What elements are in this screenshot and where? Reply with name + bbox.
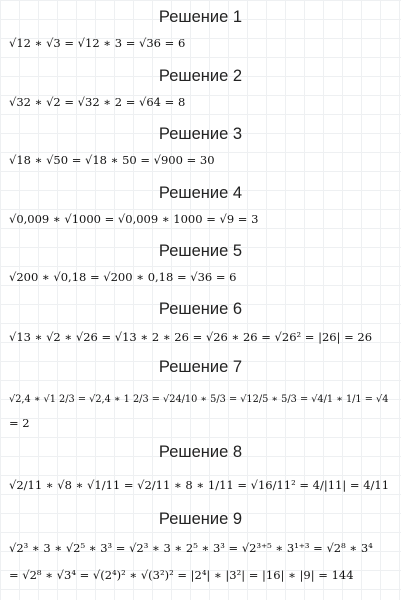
- solution-7-title: Решение 7: [158, 358, 243, 376]
- solution-4-equation: √0,009 ∗ √1000 = √0,009 ∗ 1000 = √9 = 3: [9, 212, 259, 226]
- solution-6-equation: √13 ∗ √2 ∗ √26 = √13 ∗ 2 ∗ 26 = √26 ∗ 26 = √26² = |26| = 26: [9, 330, 373, 344]
- solution-9-equation-line-2: = √2⁸ ∗ √3⁴ = √(2⁴)² ∗ √(3²)² = |2⁴| ∗ |3²| = |16| ∗ |9| = 144: [9, 568, 354, 582]
- solution-3-equation: √18 ∗ √50 = √18 ∗ 50 = √900 = 30: [9, 153, 215, 167]
- solution-9-title: Решение 9: [158, 510, 243, 528]
- solution-5-equation: √200 ∗ √0,18 = √200 ∗ 0,18 = √36 = 6: [9, 270, 237, 284]
- solution-7-equation-line-1: √2,4 ∗ √1 2/3 = √2,4 ∗ 1 2/3 = √24/10 ∗ 5/3 = √12/5 ∗ 5/3 = √4/1 ∗ 1/1 = √4: [9, 394, 389, 405]
- solution-2-title: Решение 2: [158, 67, 243, 85]
- solution-4-title: Решение 4: [158, 184, 243, 202]
- solution-1-equation: √12 ∗ √3 = √12 ∗ 3 = √36 = 6: [9, 36, 186, 50]
- solution-8-title: Решение 8: [158, 443, 243, 461]
- solution-5-title: Решение 5: [158, 242, 243, 260]
- solution-6-title: Решение 6: [158, 300, 243, 318]
- solution-3-title: Решение 3: [158, 125, 243, 143]
- solution-7-equation-line-2: = 2: [9, 416, 30, 430]
- solution-8-equation: √2/11 ∗ √8 ∗ √1/11 = √2/11 ∗ 8 ∗ 1/11 = √16/11² = 4/|11| = 4/11: [9, 478, 390, 492]
- solution-9-equation-line-1: √2³ ∗ 3 ∗ √2⁵ ∗ 3³ = √2³ ∗ 3 ∗ 2⁵ ∗ 3³ = √2³⁺⁵ ∗ 3¹⁺³ = √2⁸ ∗ 3⁴: [9, 541, 373, 555]
- solution-1-title: Решение 1: [158, 8, 243, 26]
- solution-2-equation: √32 ∗ √2 = √32 ∗ 2 = √64 = 8: [9, 95, 186, 109]
